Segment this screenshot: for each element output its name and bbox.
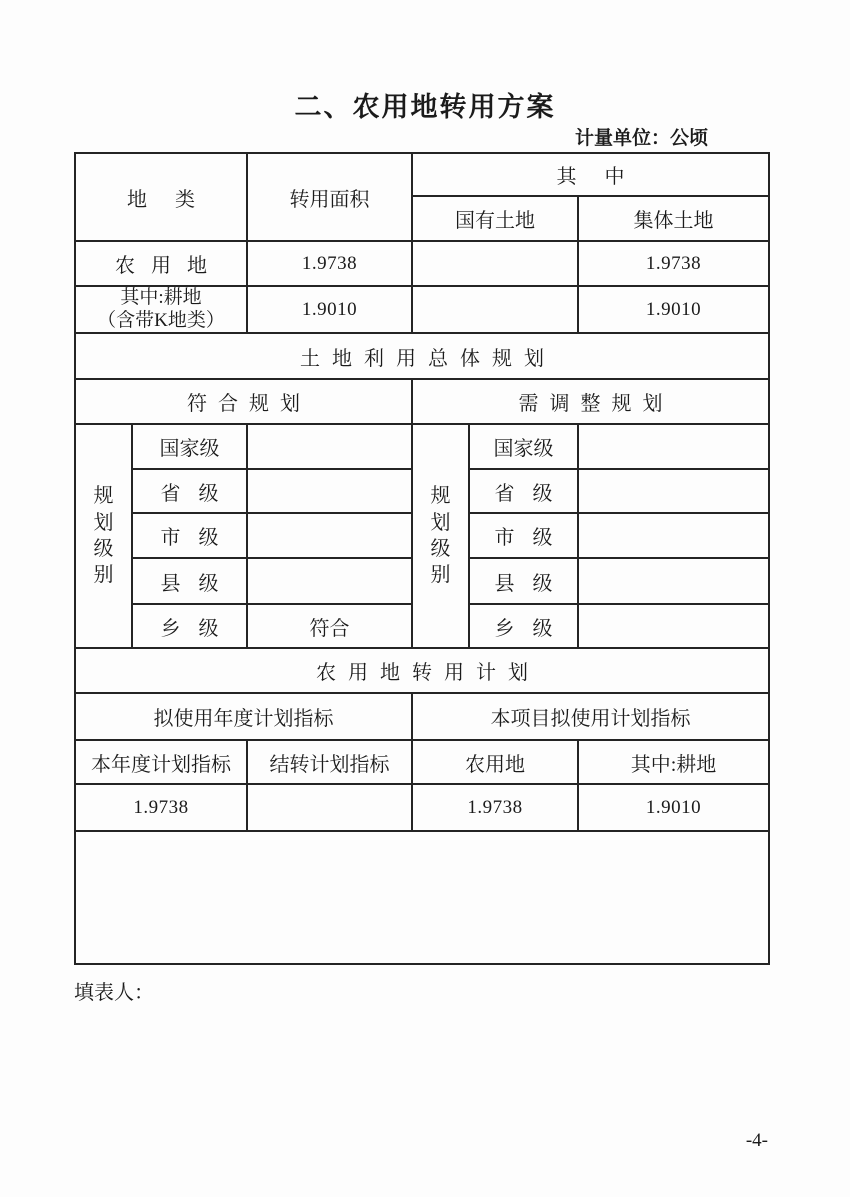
header-project-plan-quota: 本项目拟使用计划指标: [412, 693, 769, 740]
conform-value-city: [247, 513, 412, 558]
cultivated-label-line2: （含带K地类）: [97, 309, 225, 331]
adjust-value-township: [578, 604, 769, 648]
project-cultivated-value: 1.9010: [578, 784, 769, 831]
section-title-conversion-plan: 农用地转用计划: [75, 648, 769, 693]
land-conversion-table: [74, 152, 770, 965]
row-agricultural-land-label: 农用地: [75, 241, 247, 286]
page-title: 二、农用地转用方案: [294, 92, 556, 122]
planning-level-axis-right: [412, 424, 469, 648]
agricultural-collective-value: 1.9738: [578, 241, 769, 286]
level-province-left: 省级: [132, 469, 247, 513]
carryover-quota-value: [247, 784, 412, 831]
adjust-value-city: [578, 513, 769, 558]
level-city-right: 市级: [469, 513, 578, 558]
level-township-left: 乡级: [132, 604, 247, 648]
conform-value-township: 符合: [247, 604, 412, 648]
agricultural-conversion-area-value: 1.9738: [247, 241, 412, 286]
measurement-unit-label: 计量单位：公顷: [574, 128, 708, 149]
planning-level-label-left: 规划级别: [93, 485, 114, 587]
conform-value-national: [247, 424, 412, 469]
row-cultivated-land-label: [75, 286, 247, 333]
table-row: [75, 784, 769, 831]
header-land-type: 地类: [75, 153, 247, 241]
col-header-current-year-quota: 本年度计划指标: [75, 740, 247, 784]
adjust-value-county: [578, 558, 769, 604]
table-row: [75, 241, 769, 286]
col-header-carryover-quota: 结转计划指标: [247, 740, 412, 784]
agricultural-state-owned-value: [412, 241, 578, 286]
cultivated-collective-value: 1.9010: [578, 286, 769, 333]
header-collective-land: 集体土地: [578, 196, 769, 241]
page-number: -4-: [745, 1130, 768, 1151]
remarks-empty-cell: [75, 831, 769, 964]
level-province-right: 省级: [469, 469, 578, 513]
header-of-which: 其中: [412, 153, 769, 196]
level-township-right: 乡级: [469, 604, 578, 648]
conform-value-county: [247, 558, 412, 604]
planning-level-axis-left: [75, 424, 132, 648]
level-county-right: 县级: [469, 558, 578, 604]
current-year-quota-value: 1.9738: [75, 784, 247, 831]
table-row: [75, 286, 769, 333]
conform-value-province: [247, 469, 412, 513]
level-national-right: 国家级: [469, 424, 578, 469]
cultivated-state-owned-value: [412, 286, 578, 333]
adjust-value-national: [578, 424, 769, 469]
header-conforms-to-plan: 符合规划: [75, 379, 412, 424]
header-state-owned-land: 国有土地: [412, 196, 578, 241]
cultivated-conversion-area-value: 1.9010: [247, 286, 412, 333]
col-header-of-which-cultivated: 其中:耕地: [578, 740, 769, 784]
header-needs-plan-adjustment: 需调整规划: [412, 379, 769, 424]
section-title-overall-planning: 土地利用总体规划: [75, 333, 769, 379]
col-header-agricultural-land: 农用地: [412, 740, 578, 784]
project-agricultural-value: 1.9738: [412, 784, 578, 831]
level-county-left: 县级: [132, 558, 247, 604]
planning-level-label-right: 规划级别: [430, 485, 451, 587]
header-annual-plan-quota: 拟使用年度计划指标: [75, 693, 412, 740]
header-conversion-area: 转用面积: [247, 153, 412, 241]
level-national-left: 国家级: [132, 424, 247, 469]
form-filler-label: 填表人：: [74, 982, 154, 1004]
table-row: [75, 424, 769, 469]
adjust-value-province: [578, 469, 769, 513]
cultivated-label-line1: 其中:耕地: [120, 287, 202, 309]
level-city-left: 市级: [132, 513, 247, 558]
